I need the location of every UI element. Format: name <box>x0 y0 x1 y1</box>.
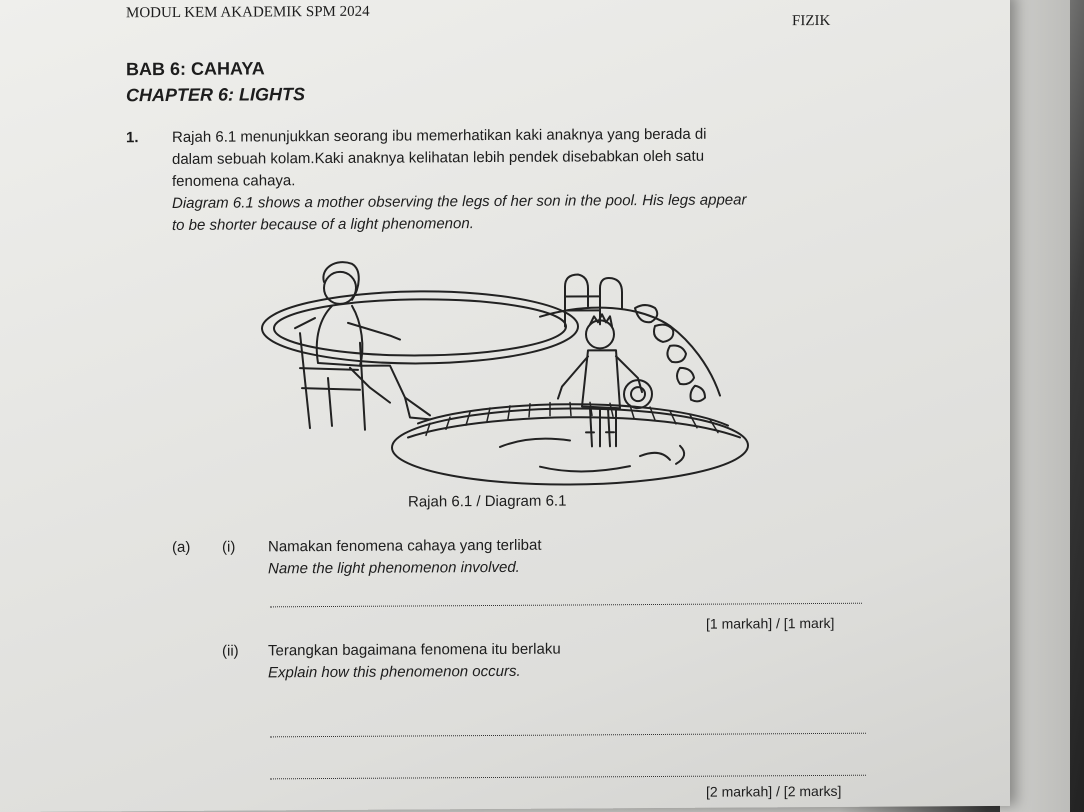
diagram-caption: Rajah 6.1 / Diagram 6.1 <box>408 492 567 511</box>
question-en-line: Diagram 6.1 shows a mother observing the legs of her son in the pool. His legs appear <box>172 191 747 212</box>
marks-a-i: [1 markah] / [1 mark] <box>706 614 835 632</box>
chapter-title-bm: BAB 6: CAHAYA <box>126 58 265 80</box>
marks-a-ii: [2 markah] / [2 marks] <box>706 782 842 800</box>
answer-line-a-ii-2[interactable] <box>270 775 866 780</box>
part-a-label: (a) <box>172 538 191 556</box>
header-subject: FIZIK <box>792 12 831 30</box>
answer-line-a-i[interactable] <box>270 603 862 608</box>
part-a-i-label: (i) <box>222 538 236 556</box>
part-a-i-text-en: Name the light phenomenon involved. <box>268 558 520 578</box>
question-number: 1. <box>126 129 139 147</box>
next-page-edge <box>1000 0 1070 812</box>
diagram-mother-son-pool <box>240 245 770 498</box>
question-bm-line: dalam sebuah kolam.Kaki anaknya kelihatan lebih pendek disebabkan oleh satu <box>172 147 705 168</box>
question-bm-line: Rajah 6.1 menunjukkan seorang ibu memerhatikan kaki anaknya yang berada di <box>172 125 707 146</box>
chapter-title-en: CHAPTER 6: LIGHTS <box>126 84 306 106</box>
question-text-en <box>172 189 746 237</box>
part-a-i-text-bm: Namakan fenomena cahaya yang terlibat <box>268 536 542 556</box>
question-text-bm <box>172 124 707 193</box>
question-en-line: to be shorter because of a light phenomenon. <box>172 215 474 234</box>
part-a-ii-label: (ii) <box>222 642 239 660</box>
part-a-ii-text-en: Explain how this phenomenon occurs. <box>268 662 521 682</box>
header-module-title: MODUL KEM AKADEMIK SPM 2024 <box>126 3 370 22</box>
question-bm-line: fenomena cahaya. <box>172 172 296 190</box>
answer-line-a-ii-1[interactable] <box>270 733 866 738</box>
part-a-ii-text-bm: Terangkan bagaimana fenomena itu berlaku <box>268 640 561 660</box>
